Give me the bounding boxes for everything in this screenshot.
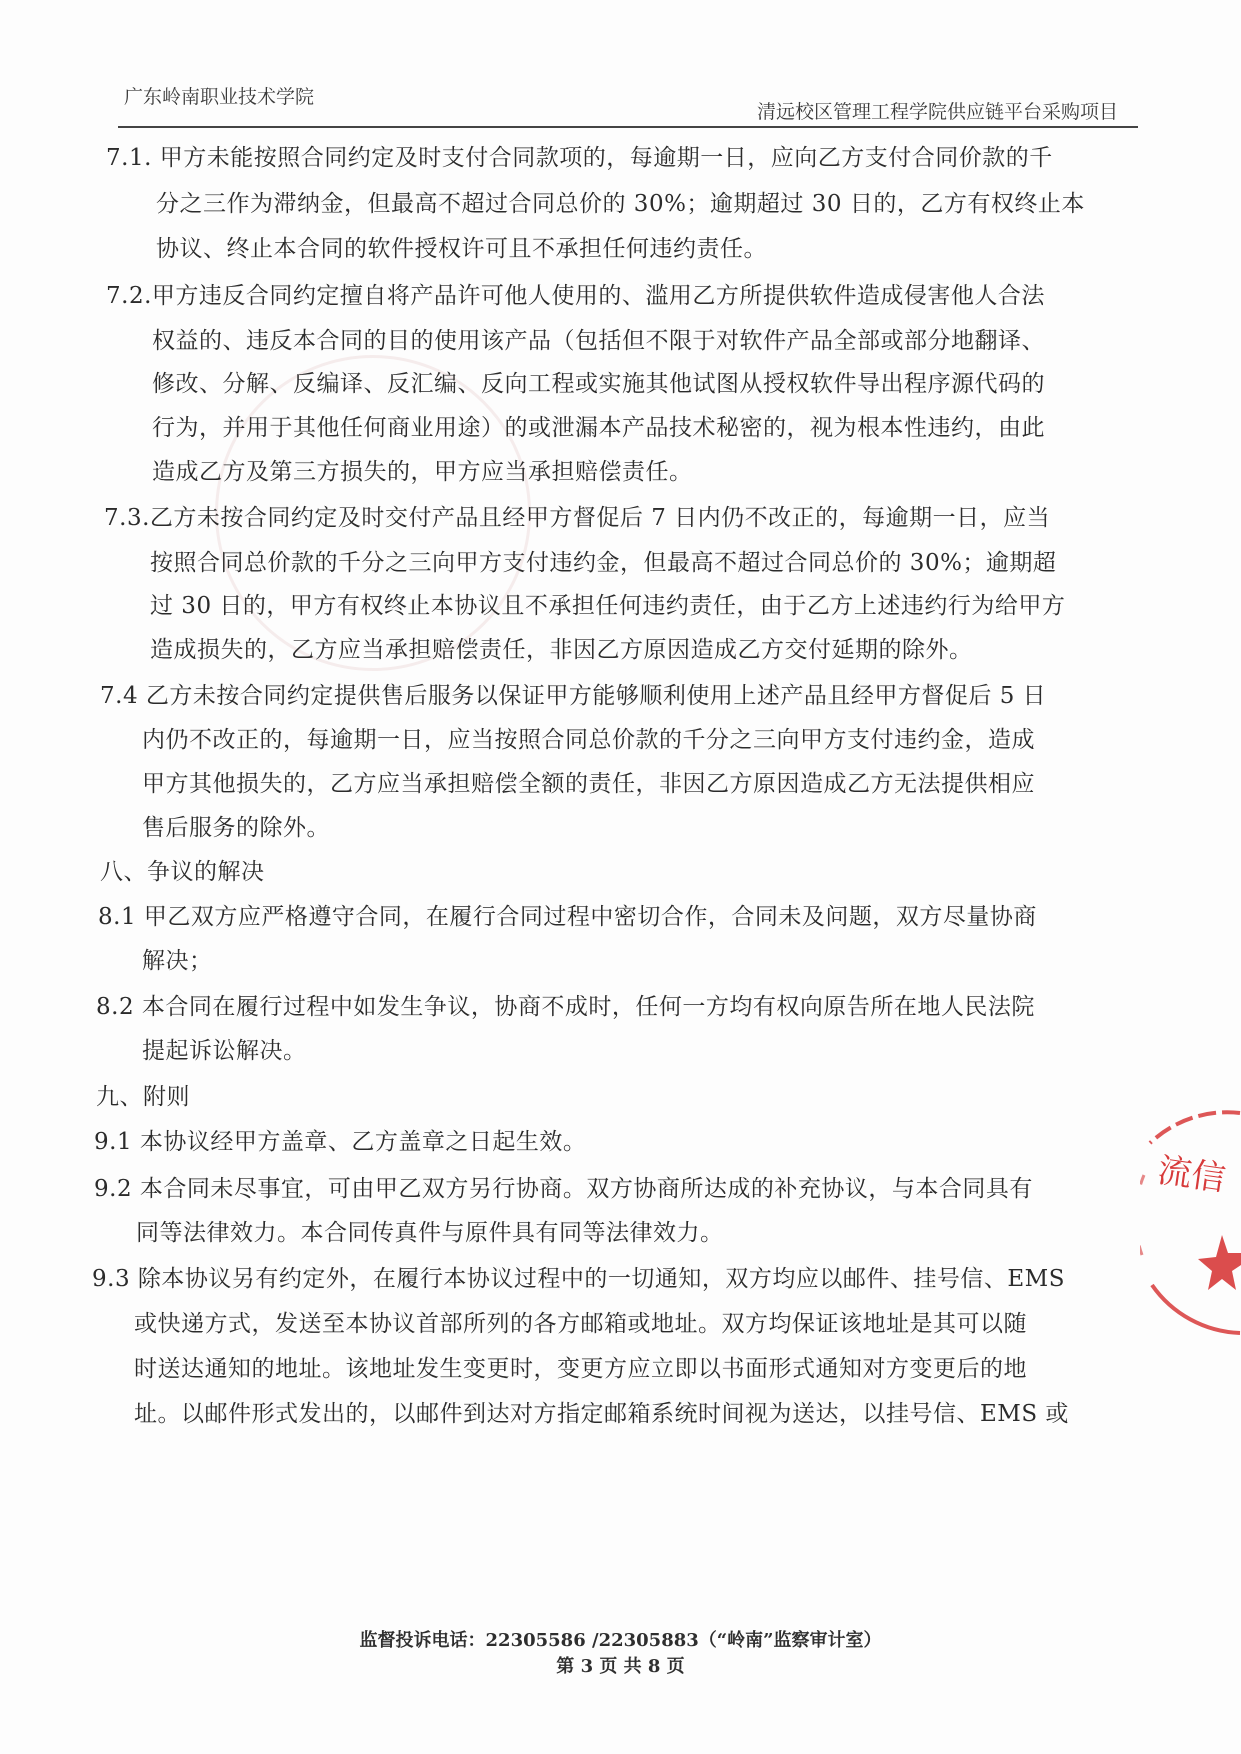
footer-complaint-line: 监督投诉电话：22305586 /22305883（“岭南”监察审计室） bbox=[359, 1630, 882, 1651]
clause-line: 7.3.乙方未按合同约定及时交付产品且经甲方督促后 7 日内仍不改正的，每逾期一日，应当 bbox=[104, 505, 1051, 531]
seal-lettering: 流信 bbox=[1155, 1150, 1228, 1200]
clause-line: 造成乙方及第三方损失的，甲方应当承担赔偿责任。 bbox=[152, 459, 693, 485]
clause-line: 址。以邮件形式发出的，以邮件到达对方指定邮箱系统时间视为送达，以挂号信、EMS 或 bbox=[134, 1401, 1069, 1427]
clause-line: 7.2.甲方违反合同约定擅自将产品许可他人使用的、滥用乙方所提供软件造成侵害他人合法 bbox=[106, 283, 1045, 309]
clause-line: 9.2 本合同未尽事宜，可由甲乙双方另行协商。双方协商所达成的补充协议，与本合同具有 bbox=[94, 1176, 1033, 1202]
header-project-name: 清远校区管理工程学院供应链平台采购项目 bbox=[756, 101, 1118, 123]
clause-line: 造成损失的，乙方应当承担赔偿责任，非因乙方原因造成乙方交付延期的除外。 bbox=[150, 637, 973, 663]
clause-line: 7.1. 甲方未能按照合同约定及时支付合同款项的，每逾期一日，应向乙方支付合同价款的千 bbox=[106, 145, 1053, 171]
footer-page-number: 第 3 页 共 8 页 bbox=[556, 1656, 685, 1677]
clause-line: 8.1 甲乙双方应严格遵守合同，在履行合同过程中密切合作，合同未及问题，双方尽量协商 bbox=[98, 904, 1037, 930]
clause-line: 按照合同总价款的千分之三向甲方支付违约金，但最高不超过合同总价的 30%；逾期超 bbox=[150, 550, 1057, 576]
clause-line: 甲方其他损失的，乙方应当承担赔偿全额的责任，非因乙方原因造成乙方无法提供相应 bbox=[142, 771, 1035, 797]
seal-graphic bbox=[1140, 1105, 1241, 1345]
clause-line: 分之三作为滞纳金，但最高不超过合同总价的 30%；逾期超过 30 日的，乙方有权终止本 bbox=[156, 191, 1085, 217]
clause-line: 同等法律效力。本合同传真件与原件具有同等法律效力。 bbox=[136, 1220, 724, 1246]
clause-line: 8.2 本合同在履行过程中如发生争议，协商不成时，任何一方均有权向原告所在地人民法院 bbox=[96, 994, 1035, 1020]
clause-line: 权益的、违反本合同的目的使用该产品（包括但不限于对软件产品全部或部分地翻译、 bbox=[152, 328, 1045, 354]
clause-line: 修改、分解、反编译、反汇编、反向工程或实施其他试图从授权软件导出程序源代码的 bbox=[152, 371, 1045, 397]
header-school-name: 广东岭南职业技术学院 bbox=[124, 86, 315, 108]
clause-line: 9.1 本协议经甲方盖章、乙方盖章之日起生效。 bbox=[94, 1129, 587, 1155]
clause-line: 或快递方式，发送至本协议首部所列的各方邮箱或地址。双方均保证该地址是其可以随 bbox=[134, 1311, 1027, 1337]
clause-line: 过 30 日的，甲方有权终止本协议且不承担任何违约责任，由于乙方上述违约行为给甲方 bbox=[150, 593, 1066, 619]
clause-line: 解决； bbox=[142, 948, 213, 974]
section-heading: 九、附则 bbox=[96, 1084, 190, 1110]
clause-line: 售后服务的除外。 bbox=[142, 815, 330, 841]
clause-line: 行为，并用于其他任何商业用途）的或泄漏本产品技术秘密的，视为根本性违约，由此 bbox=[152, 415, 1045, 441]
section-heading: 八、争议的解决 bbox=[100, 859, 265, 885]
clause-line: 协议、终止本合同的软件授权许可且不承担任何违约责任。 bbox=[156, 236, 767, 262]
clause-line: 内仍不改正的，每逾期一日，应当按照合同总价款的千分之三向甲方支付违约金，造成 bbox=[142, 727, 1035, 753]
clause-line: 时送达通知的地址。该地址发生变更时，变更方应立即以书面形式通知对方变更后的地 bbox=[134, 1356, 1027, 1382]
clause-line: 7.4 乙方未按合同约定提供售后服务以保证甲方能够顺利使用上述产品且经甲方督促后 5 日 bbox=[100, 683, 1047, 709]
clause-line: 9.3 除本协议另有约定外，在履行本协议过程中的一切通知，双方均应以邮件、挂号信、EMS bbox=[92, 1266, 1065, 1292]
clause-line: 提起诉讼解决。 bbox=[142, 1038, 307, 1064]
red-seal-stamp bbox=[1140, 1105, 1241, 1345]
